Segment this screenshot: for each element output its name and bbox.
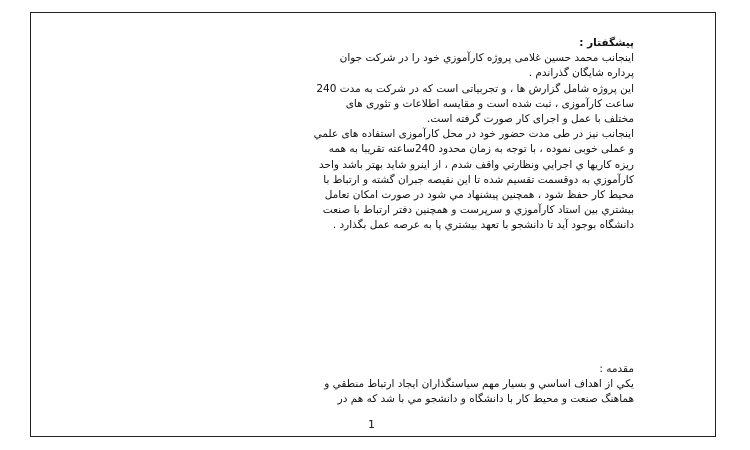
preface-line: و عملی خوبی نموده ، با توجه به زمان محدود 240ساعته تقریبا به همه (328, 143, 634, 156)
page-bottom-border (30, 436, 716, 437)
preface-line: این پروژه شامل گزارش ها ، و تجربیاتی است که در شرکت به مدت 240 (316, 82, 634, 95)
preface-line: کارآموزي به دوقسمت تقسیم شده تا این نقیصه جبران گشته و ارتباط با (323, 173, 634, 186)
preface-line: مختلف با عمل و اجرای کار صورت گرفته است. (427, 113, 634, 126)
preface-line: بیشتري بین استاد کارآموزي و سرپرست و همچنین دفتر ارتباط با صنعت (322, 204, 634, 217)
preface-line: ریزه کاریها ي اجرايي ونظارتي واقف شدم ، از اینرو شاید بهتر باشد واحد (319, 158, 634, 171)
intro-heading: مقدمه : (599, 363, 634, 375)
preface-line: اینجانب نیز در طی مدت حضور خود در محل کارآموزی استفاده های علمي (313, 128, 634, 141)
preface-section (114, 36, 634, 234)
preface-line: اینجانب محمد حسین غلامی پروژه کارآموزي خود را در شرکت جوان (339, 52, 634, 65)
intro-section (114, 362, 634, 408)
preface-line: ساعت کارآموزی ، ثبت شده است و مقایسه اطلاعات و تئوری های (345, 97, 634, 110)
preface-heading: پیشگفتار : (579, 37, 634, 49)
preface-line: دانشگاه بوجود آید تا دانشجو با تعهد بیشتري پا به عرصه عمل بگذارد . (332, 219, 634, 232)
preface-line: محیط کار حفظ شود ، همچنین پیشنهاد مي شود در صورت امکان تعامل (324, 189, 634, 202)
preface-line: پرداره شایگان گذراندم . (528, 67, 634, 80)
page-number: 1 (368, 418, 375, 431)
intro-line: هماهنگ صنعت و محیط کار با دانشگاه و دانشجو مي با شد که هم در (337, 393, 634, 406)
intro-line: یکي از اهداف اساسي و بسیار مهم سیاستگذاران ایجاد ارتباط منطقي و (324, 378, 634, 391)
